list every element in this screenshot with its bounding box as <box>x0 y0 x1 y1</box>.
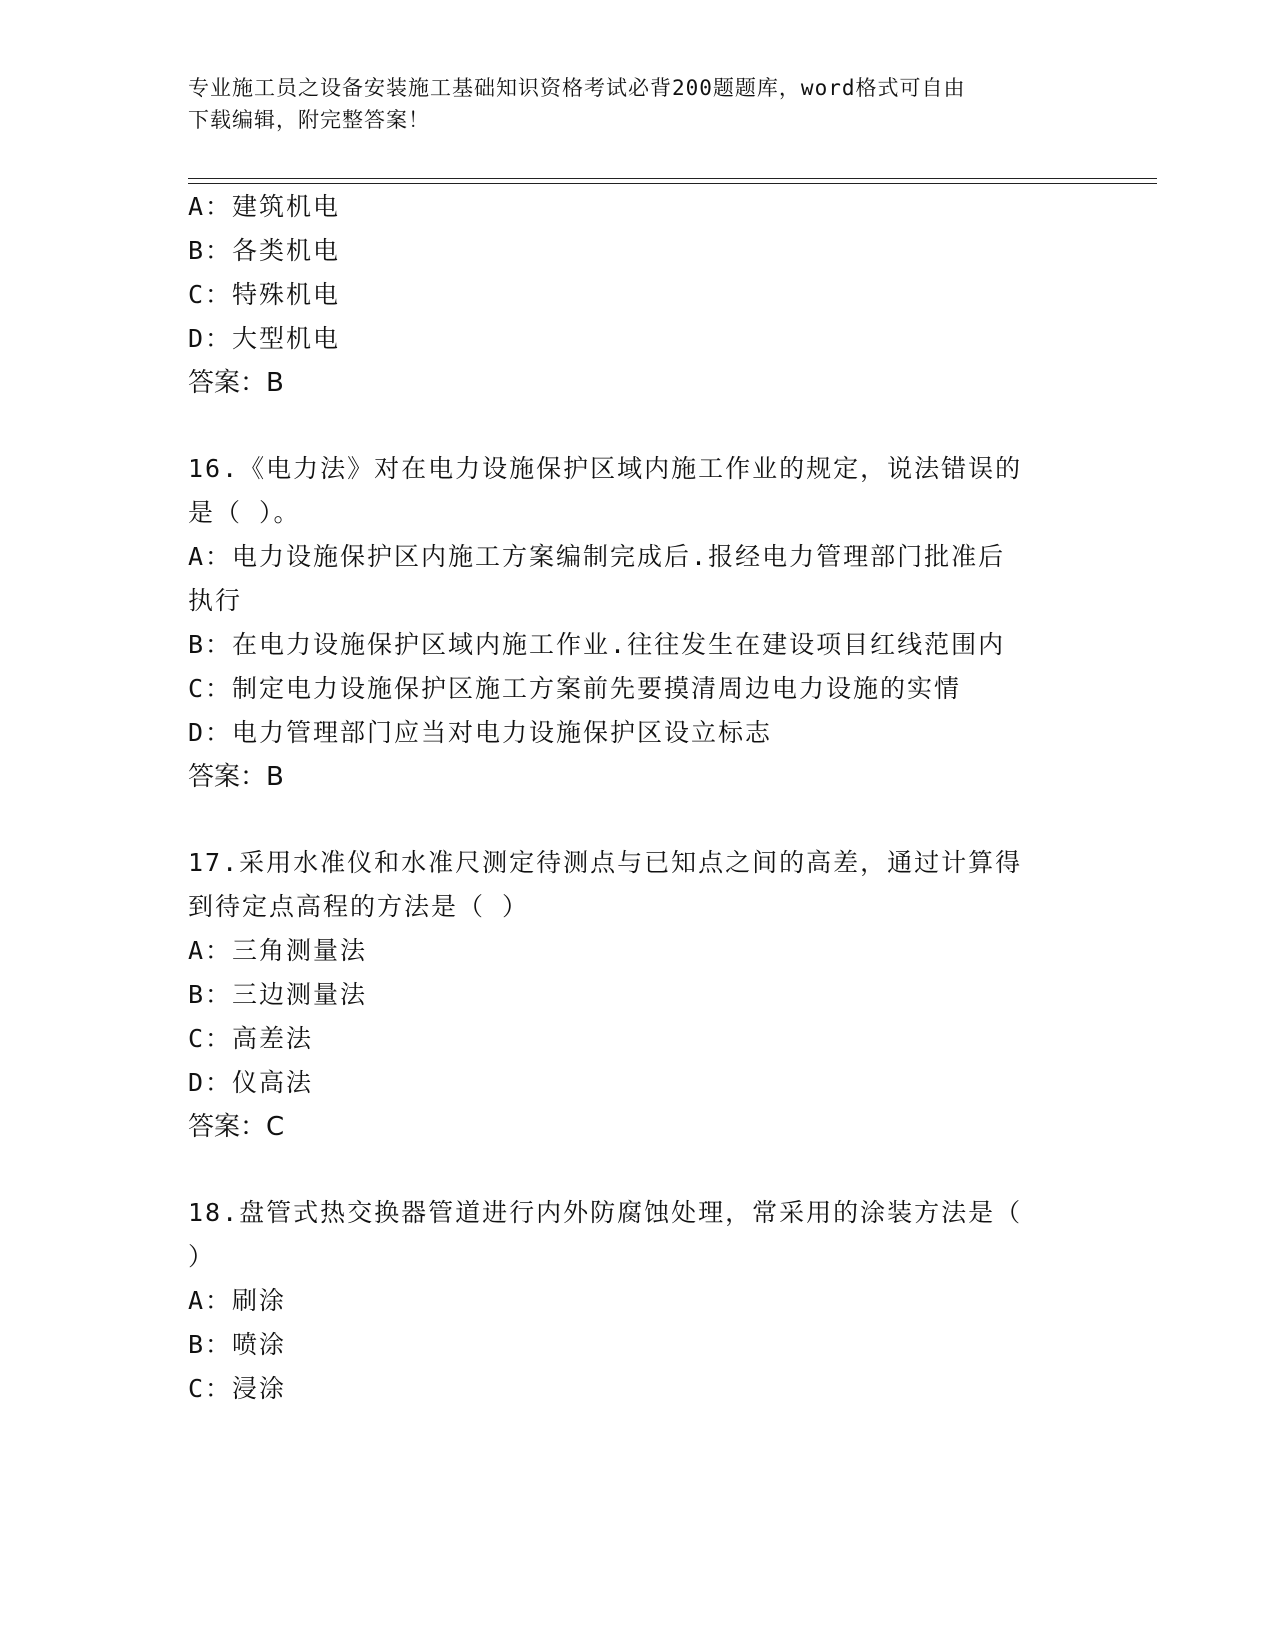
q18-stem-line-1: 18.盘管式热交换器管道进行内外防腐蚀处理，常采用的涂装方法是（ <box>188 1198 1023 1227</box>
q17-option-b: B：三边测量法 <box>188 980 368 1009</box>
q15-option-d: D：大型机电 <box>188 324 341 353</box>
q15-answer: 答案：B <box>188 368 284 398</box>
q16-option-a-line-2: 执行 <box>188 586 243 615</box>
q17-answer: 答案：C <box>188 1112 285 1142</box>
q16-option-d: D：电力管理部门应当对电力设施保护区设立标志 <box>188 718 773 747</box>
q18-option-b: B：喷涂 <box>188 1330 287 1359</box>
q16-option-a-line-1: A：电力设施保护区内施工方案编制完成后.报经电力管理部门批准后 <box>188 542 1006 571</box>
q16-option-b: B：在电力设施保护区域内施工作业.往往发生在建设项目红线范围内 <box>188 630 1006 659</box>
q16-option-c: C：制定电力设施保护区施工方案前先要摸清周边电力设施的实情 <box>188 674 962 703</box>
q17-stem-line-1: 17.采用水准仪和水准尺测定待测点与已知点之间的高差，通过计算得 <box>188 848 1023 877</box>
q18-option-a: A：刷涂 <box>188 1286 287 1315</box>
q18-option-c: C：浸涂 <box>188 1374 287 1403</box>
q16-stem-line-2: 是（ ）。 <box>188 498 301 527</box>
q17-option-c: C：高差法 <box>188 1024 314 1053</box>
q16-stem-line-1: 16.《电力法》对在电力设施保护区域内施工作业的规定，说法错误的 <box>188 454 1023 483</box>
header-divider-top <box>188 178 1157 179</box>
q15-option-c: C：特殊机电 <box>188 280 341 309</box>
q17-stem-line-2: 到待定点高程的方法是（ ） <box>188 892 530 921</box>
q18-stem-line-2: ） <box>188 1242 216 1271</box>
q15-option-b: B：各类机电 <box>188 236 341 265</box>
header-line-1: 专业施工员之设备安装施工基础知识资格考试必背200题题库，word格式可自由 <box>188 76 966 100</box>
q16-answer: 答案：B <box>188 762 284 792</box>
q17-option-d: D：仪高法 <box>188 1068 314 1097</box>
header-divider-bottom <box>188 183 1157 184</box>
q15-option-a: A：建筑机电 <box>188 192 341 221</box>
q17-option-a: A：三角测量法 <box>188 936 368 965</box>
document-header <box>188 72 1088 136</box>
header-line-2: 下载编辑，附完整答案！ <box>188 108 430 132</box>
